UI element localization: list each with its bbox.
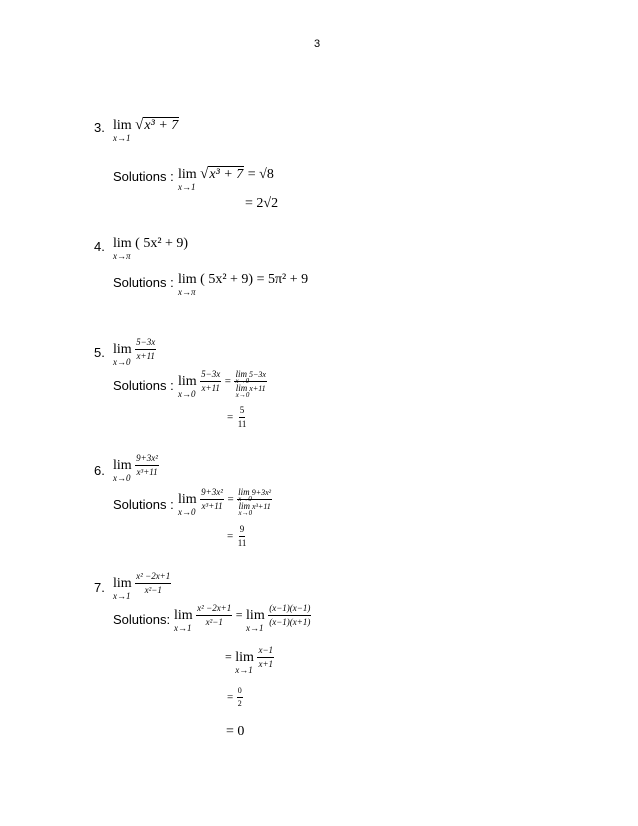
problem-7-number: 7.: [94, 580, 105, 595]
problem-7-solution-step-3: = $\frac{0}{2}$: [227, 686, 242, 708]
problem-6-expression: lim x→0 $\frac{\text{9+3x²}}{\text{x³+11}}$: [113, 453, 158, 483]
limit-quotient-fraction: lim x→0 5−3x lim x→0 x+11: [235, 369, 266, 399]
problem-7-solution-step-1: lim x→1 $\frac{\text{x² −2x+1}}{\text{x²−1}}$ = lim x→1 $\frac{(x-1)(x-1)}{(x-1)(x+1)}$: [174, 603, 311, 633]
page-number: 3: [314, 38, 321, 50]
problem-6-solution-step-2: = $\frac{9}{11}$: [227, 524, 247, 548]
problem-6-number: 6.: [94, 463, 105, 478]
problem-3-expression: [113, 117, 179, 143]
problem-7-solutions-label: Solutions:: [113, 612, 171, 627]
problem-7-solution-step-2: = lim x→1 $\frac{x-1}{x+1}$: [225, 645, 274, 675]
problem-3-solutions-label: Solutions :: [113, 169, 174, 184]
problem-6-solution-step-1: lim x→0 $\frac{\text{9+3x²}}{\text{x³+11}}$ = lim x→0 9+3x² lim x→0 x³+11: [178, 487, 272, 517]
problem-7-final-answer: = 0: [226, 724, 245, 739]
problem-5-solution-step-2: = $\frac{5}{11}$: [227, 405, 247, 429]
problem-6-solutions-label: Solutions :: [113, 497, 174, 512]
problem-5-expression: lim x→0 $\frac{5-3x}{x+11}$: [113, 337, 156, 367]
problem-4-expression: lim x→π ( 5x² + 9): [113, 236, 189, 261]
problem-3-solution-step-1: lim x→1 √x³ + 7 = √8: [178, 166, 274, 192]
problem-3-number: 3.: [94, 120, 105, 135]
problem-4-number: 4.: [94, 239, 105, 254]
sqrt-expression: √x³ + 7: [135, 117, 179, 133]
problem-5-number: 5.: [94, 345, 105, 360]
fraction: $\frac{5-3x}{x+11}$: [136, 337, 156, 361]
problem-5-solutions-label: Solutions :: [113, 378, 174, 393]
problem-4-solutions-label: Solutions :: [113, 275, 174, 290]
problem-7-expression: lim x→1 $\frac{\text{x² −2x+1}}{\text{x²−1}}$: [113, 571, 171, 601]
limit-operator: lim x→1: [113, 118, 132, 143]
problem-3-solution-step-2: = 2√2: [245, 196, 279, 211]
problem-5-solution-step-1: lim x→0 $\frac{5-3x}{x+11}$ = lim x→0 5−3x lim x→0 x+11: [178, 369, 266, 399]
problem-4-solution: lim x→π ( 5x² + 9) = 5π² + 9: [178, 272, 309, 297]
